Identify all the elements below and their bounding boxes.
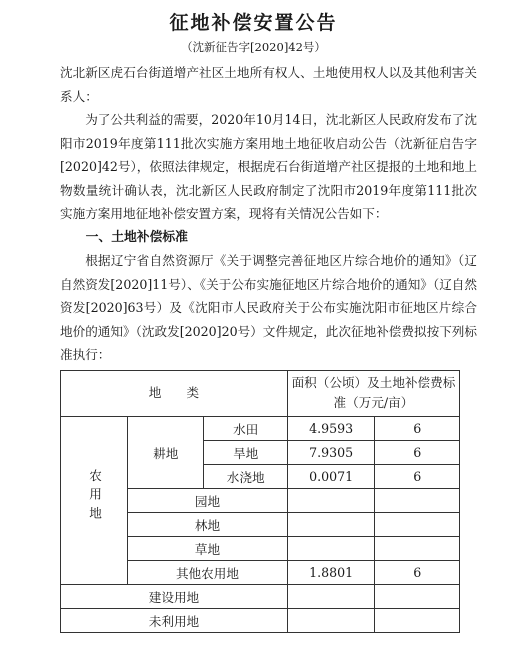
cell-name: 旱地	[204, 440, 287, 464]
cell-name: 园地	[128, 488, 288, 512]
cell-rate	[375, 488, 460, 512]
intro-paragraph: 为了公共利益的需要，2020年10月14日，沈北新区人民政府发布了沈阳市2019年度第111批次实施方案用地土地征收启动公告（沈新征启告字[2020]42号），依照法律规定，根据虎石台街道增产社区提报的土地和地上物数量统计确认表，沈北新区人民政府制定了沈阳市2019年度第111批次实施方案用地征地补偿安置方案，现将有关情况公告如下：	[60, 112, 477, 221]
cell-name: 草地	[128, 536, 288, 560]
header-area-rate: 面积（公顷）及土地补偿费标准（万元/亩）	[287, 370, 459, 416]
group-agricultural-land-label: 农用地	[87, 468, 102, 525]
cell-name: 其他农用地	[128, 560, 288, 584]
cell-rate: 6	[375, 464, 460, 488]
cell-name: 水浇地	[204, 464, 287, 488]
compensation-table	[60, 370, 460, 633]
cell-rate: 6	[375, 560, 460, 584]
cell-area	[287, 536, 375, 560]
table-row	[61, 584, 460, 608]
cell-area: 1.8801	[287, 560, 375, 584]
cell-rate: 6	[375, 440, 460, 464]
cell-name: 未利用地	[61, 608, 288, 632]
section-heading-compensation: 一、土地补偿标准	[85, 229, 188, 245]
cell-rate	[375, 512, 460, 536]
cell-name: 建设用地	[61, 584, 288, 608]
cell-rate: 6	[375, 416, 460, 440]
cell-area: 0.0071	[287, 464, 375, 488]
cell-area: 4.9593	[287, 416, 375, 440]
group-agricultural-land	[61, 416, 128, 584]
cell-area	[287, 584, 375, 608]
table-row	[61, 608, 460, 632]
cell-area: 7.9305	[287, 440, 375, 464]
cell-area	[287, 608, 375, 632]
cell-rate	[375, 584, 460, 608]
basis-paragraph: 根据辽宁省自然资源厅《关于调整完善征地区片综合地价的通知》（辽自然资发[2020]11号）、《关于公布实施征地区片综合地价的通知》（辽自然资发[2020]63号）及《沈阳市人民政府关于公布实施沈阳市征地区片综合地价的通知》（沈政发[2020]20号）文件规定，此次征地补偿费拟按下列标准执行：	[60, 253, 477, 362]
cell-area	[287, 512, 375, 536]
page-title: 征地补偿安置公告	[169, 12, 338, 34]
cell-name: 林地	[128, 512, 288, 536]
table-row	[61, 416, 460, 440]
group-cultivated-land: 耕地	[128, 416, 204, 488]
document-number: （沈新征告字[2020]42号）	[181, 40, 326, 54]
cell-name: 水田	[204, 416, 287, 440]
table-header-row	[61, 370, 460, 416]
cell-area	[287, 488, 375, 512]
addressee: 沈北新区虎石台街道增产社区土地所有权人、土地使用权人以及其他利害关系人：	[60, 65, 477, 104]
cell-rate	[375, 608, 460, 632]
cell-rate	[375, 536, 460, 560]
header-category: 地 类	[61, 370, 288, 416]
